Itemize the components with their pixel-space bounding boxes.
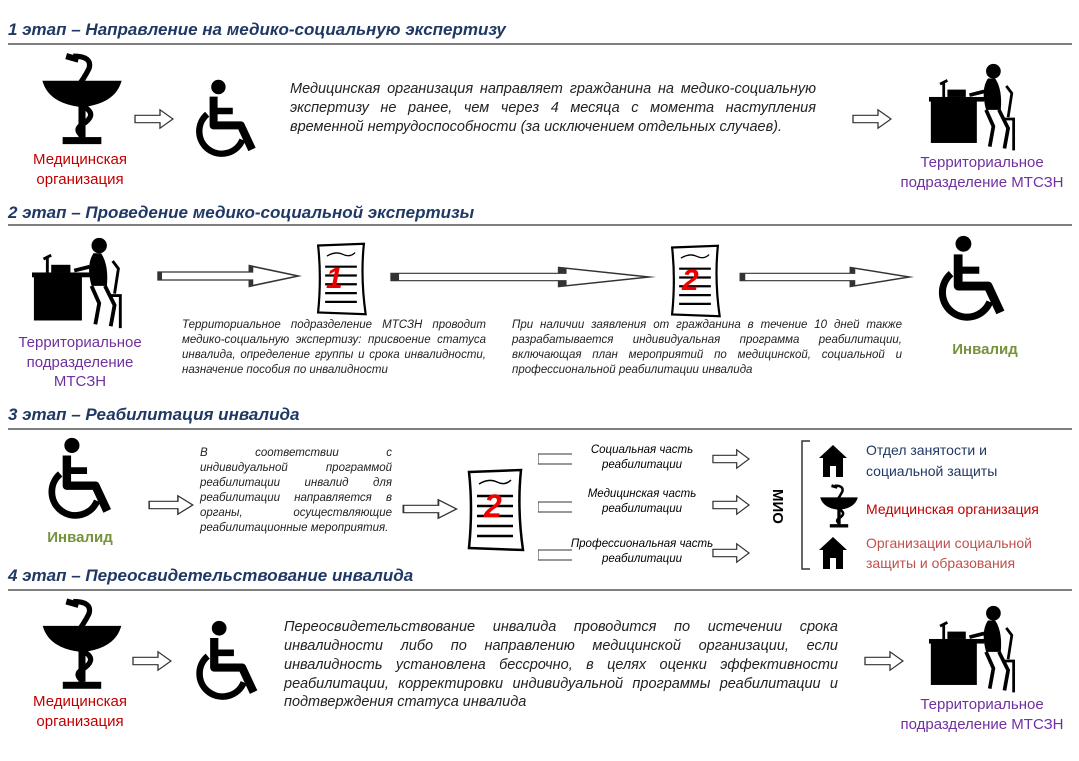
professional-part-label: Профессиональная часть реабилитации	[570, 538, 714, 565]
office-worker-icon	[928, 604, 1022, 696]
house-icon	[818, 536, 848, 570]
divider	[8, 589, 1072, 591]
arrow-icon	[852, 108, 892, 130]
stage-2-title: 2 этап – Проведение медико-социальной экспертизы	[8, 203, 475, 222]
office-worker-icon	[928, 62, 1022, 154]
arrow-icon	[712, 448, 750, 470]
medical-organization-label: Медицинская организация	[866, 501, 1039, 517]
wheelchair-icon	[40, 436, 124, 522]
arrow-icon	[156, 264, 302, 288]
caduceus-icon	[38, 52, 126, 150]
wheelchair-icon	[188, 78, 268, 160]
medical-part-label: Медицинская часть реабилитации	[587, 488, 697, 515]
house-icon	[818, 444, 848, 478]
arrow-icon	[132, 650, 172, 672]
disabled-person-label: Инвалид	[47, 529, 113, 546]
stage-3-title: 3 этап – Реабилитация инвалида	[8, 405, 300, 424]
social-part-label: Социальная часть реабилитации	[590, 444, 694, 471]
caduceus-icon	[38, 598, 126, 694]
mse-description: Территориальное подразделение МТСЗН проводит медико-социальную экспертизу: присвоение статуса инвалида, определение группы и срока инвалидности, назначение пособия по инвалидности	[182, 319, 486, 376]
stage-1-title: 1 этап – Направление на медико-социальную экспертизу	[8, 20, 506, 39]
arrow-icon	[134, 108, 174, 130]
territorial-unit-label: Территориальное подразделение МТСЗН	[900, 696, 1064, 733]
medical-organization-label: Медицинская организация	[33, 151, 127, 188]
arrow-icon	[712, 542, 750, 564]
territorial-unit-label: Территориальное подразделение МТСЗН	[18, 334, 142, 390]
stage-4-description: Переосвидетельствование инвалида проводится по истечении срока инвалидности либо по направлению медицинской организации, если инвалидность установлена бессрочно, в целях оценки эффективности реабилитации, корректировки индивидуальной программы реабилитации и подтверждения статуса инвалида	[284, 619, 838, 711]
rehab-description: В соответствии с индивидуальной программой реабилитации инвалид для реабилитации направляется в органы, осуществляющие реабилитационные мероприятия.	[200, 447, 392, 534]
mio-label: МИО	[768, 489, 786, 524]
divider	[8, 43, 1072, 45]
divider	[8, 428, 1072, 430]
employment-department-label: Отдел занятости и социальной защиты	[866, 442, 998, 479]
office-worker-icon	[30, 236, 130, 332]
arrow-icon	[388, 266, 656, 288]
document-number: 2	[484, 488, 502, 524]
bracket-icon	[800, 440, 812, 570]
arrow-icon	[864, 650, 904, 672]
stage-4-title: 4 этап – Переосвидетельствование инвалида	[8, 566, 414, 585]
ipr-description: При наличии заявления от гражданина в течение 10 дней также разрабатывается индивидуальная программа реабилитации, включающая план мероприятий по медицинской, социальной и профессиональной реабилитации инвалида	[512, 319, 902, 376]
document-number: 1	[326, 262, 343, 295]
caduceus-icon	[818, 484, 860, 530]
medical-organization-label: Медицинская организация	[33, 693, 127, 730]
wheelchair-icon	[930, 234, 1018, 324]
document-number: 2	[682, 264, 699, 297]
divider	[8, 224, 1072, 226]
stage-1-description: Медицинская организация направляет гражданина на медико-социальную экспертизу не ранее, чем через 4 месяца с момента наступления временной нетрудоспособности (за исключением отдельных случаев).	[290, 81, 816, 135]
wheelchair-icon	[188, 620, 270, 702]
social-education-orgs-label: Организации социальной защиты и образования	[866, 535, 1032, 571]
disabled-person-label: Инвалид	[952, 341, 1018, 358]
arrow-icon	[148, 494, 194, 516]
arrow-icon	[402, 498, 458, 520]
territorial-unit-label: Территориальное подразделение МТСЗН	[900, 154, 1064, 191]
arrow-icon	[738, 266, 914, 288]
arrow-icon	[712, 494, 750, 516]
